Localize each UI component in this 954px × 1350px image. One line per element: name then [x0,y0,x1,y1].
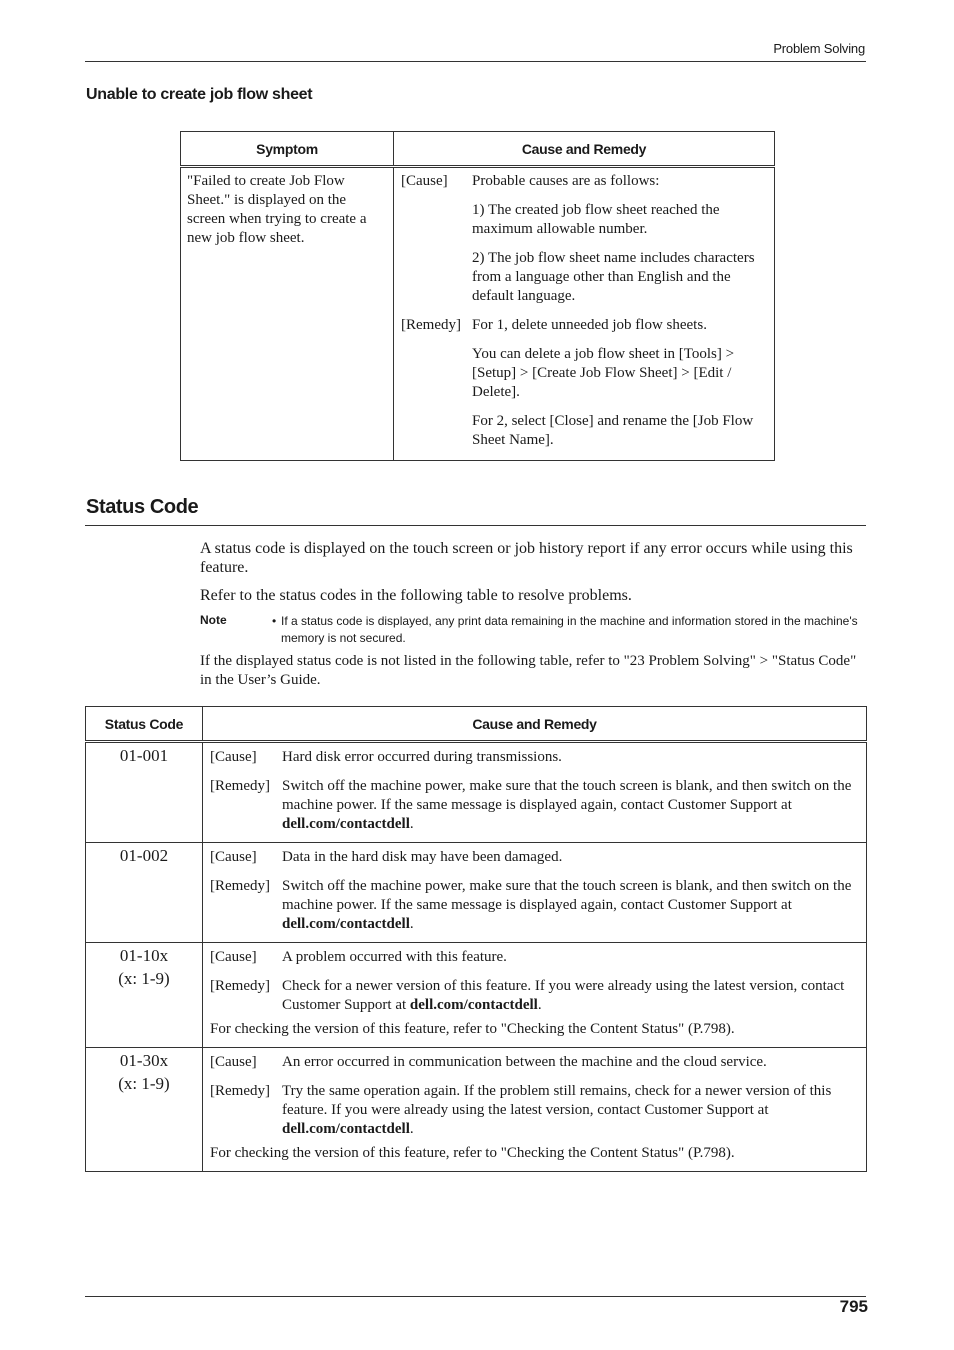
support-link[interactable]: dell.com/contactdell [409,997,538,1013]
section-rule [85,525,866,526]
status-code-cell [86,843,203,943]
cause-tag: [Cause] [210,749,257,765]
job-flow-sheet-table [180,131,775,461]
cause-tag: [Cause] [401,173,448,189]
support-link[interactable]: dell.com/contactdell [282,916,410,932]
subsection-title: Unable to create job flow sheet [86,86,313,103]
status-code-cell [86,742,203,843]
bullet-icon: • [272,614,277,628]
column-header-status-code: Status Code [86,707,203,742]
status-code-cell [86,943,203,1048]
intro-paragraph: A status code is displayed on the touch screen or job history report if any error occurs while using this feature. [200,540,853,576]
header-rule [85,61,866,62]
remedy-tag: [Remedy] [210,878,270,894]
cause-remedy-cell [203,943,867,1048]
remedy-line: You can delete a job flow sheet in [Tools] > [Setup] > [Create Job Flow Sheet] > [Edit / Delete]. [472,346,735,400]
column-header-cause-remedy: Cause and Remedy [472,715,597,732]
cause-remedy-cell [203,1048,867,1172]
symptom-cell: "Failed to create Job Flow Sheet." is displayed on the screen when trying to create a new job flow sheet. [181,167,394,461]
cause-line: Probable causes are as follows: [472,173,660,189]
remedy-entry [401,316,768,450]
cause-text: Data in the hard disk may have been damaged. [282,849,563,865]
cause-tag: [Cause] [210,1054,257,1070]
remedy-tag: [Remedy] [401,317,461,333]
footer-rule [85,1296,866,1297]
support-link[interactable]: dell.com/contactdell [282,1121,410,1137]
note-body: If a status code is displayed, any print data remaining in the machine and information stored in the machine's memory is not secured. [281,614,858,645]
cause-remedy-cell [203,843,867,943]
table-header-row [86,707,867,742]
cause-text: A problem occurred with this feature. [282,949,507,965]
note-label: Note [200,613,227,627]
remedy-tag: [Remedy] [210,778,270,794]
remedy-end: . [537,997,542,1013]
cause-line: 2) The job flow sheet name includes characters from a language other than English and the default language. [472,250,755,304]
remedy-tag: [Remedy] [210,978,270,994]
table-row [86,1048,867,1172]
table-row [86,843,867,943]
remedy-end: . [409,1121,414,1137]
table-row [86,742,867,843]
refer-paragraph: Refer to the status codes in the following table to resolve problems. [200,587,632,604]
page-number: 795 [839,1297,868,1316]
remedy-tag: [Remedy] [210,1083,270,1099]
cause-tag: [Cause] [210,949,257,965]
cause-entry [401,172,768,306]
running-head: Problem Solving [773,41,865,56]
note-text [270,613,860,647]
status-code-table [85,706,867,1172]
cause-text: An error occurred in communication between the machine and the cloud service. [282,1054,767,1070]
table-row [86,943,867,1048]
column-header-cause-remedy: Cause and Remedy [521,140,647,157]
version-note: For checking the version of this feature, refer to "Checking the Content Status" (P.798). [210,1145,735,1161]
remedy-end: . [409,816,414,832]
status-code-range: (x: 1-9) [118,969,170,988]
remedy-line: For 2, select [Close] and rename the [Job Flow Sheet Name]. [472,413,754,448]
remedy-line: For 1, delete unneeded job flow sheets. [472,317,707,333]
remedy-text: Switch off the machine power, make sure that the touch screen is blank, and then switch on the machine power. If the same message is displayed again, contact Customer Support at [282,778,852,813]
table-header-row [181,132,775,167]
column-header-symptom: Symptom [181,132,394,167]
status-code: 01-10x [119,946,169,965]
table-row [181,167,775,461]
status-code: 01-001 [119,746,169,765]
status-code-range: (x: 1-9) [118,1074,170,1093]
version-note: For checking the version of this feature, refer to "Checking the Content Status" (P.798). [210,1021,735,1037]
support-link[interactable]: dell.com/contactdell [282,816,410,832]
cause-line: 1) The created job flow sheet reached the maximum allowable number. [472,202,720,237]
remedy-text: Try the same operation again. If the problem still remains, check for a newer version of this feature. If you were already using the latest version, contact Customer Support at [282,1083,832,1118]
cause-remedy-cell [203,742,867,843]
status-code: 01-30x [119,1051,169,1070]
remedy-end: . [409,916,414,932]
not-listed-paragraph: If the displayed status code is not listed in the following table, refer to "23 Problem Solving" > "Status Code" in the User’s Guide. [200,653,857,688]
cause-tag: [Cause] [210,849,257,865]
cause-text: Hard disk error occurred during transmissions. [282,749,562,765]
status-code-cell [86,1048,203,1172]
cause-remedy-cell [394,167,775,461]
remedy-text: Check for a newer version of this feature. If you were already using the latest version, contact Customer Support at [282,978,845,1013]
section-title: Status Code [86,496,199,518]
status-code: 01-002 [119,846,169,865]
remedy-text: Switch off the machine power, make sure that the touch screen is blank, and then switch on the machine power. If the same message is displayed again, contact Customer Support at [282,878,852,913]
